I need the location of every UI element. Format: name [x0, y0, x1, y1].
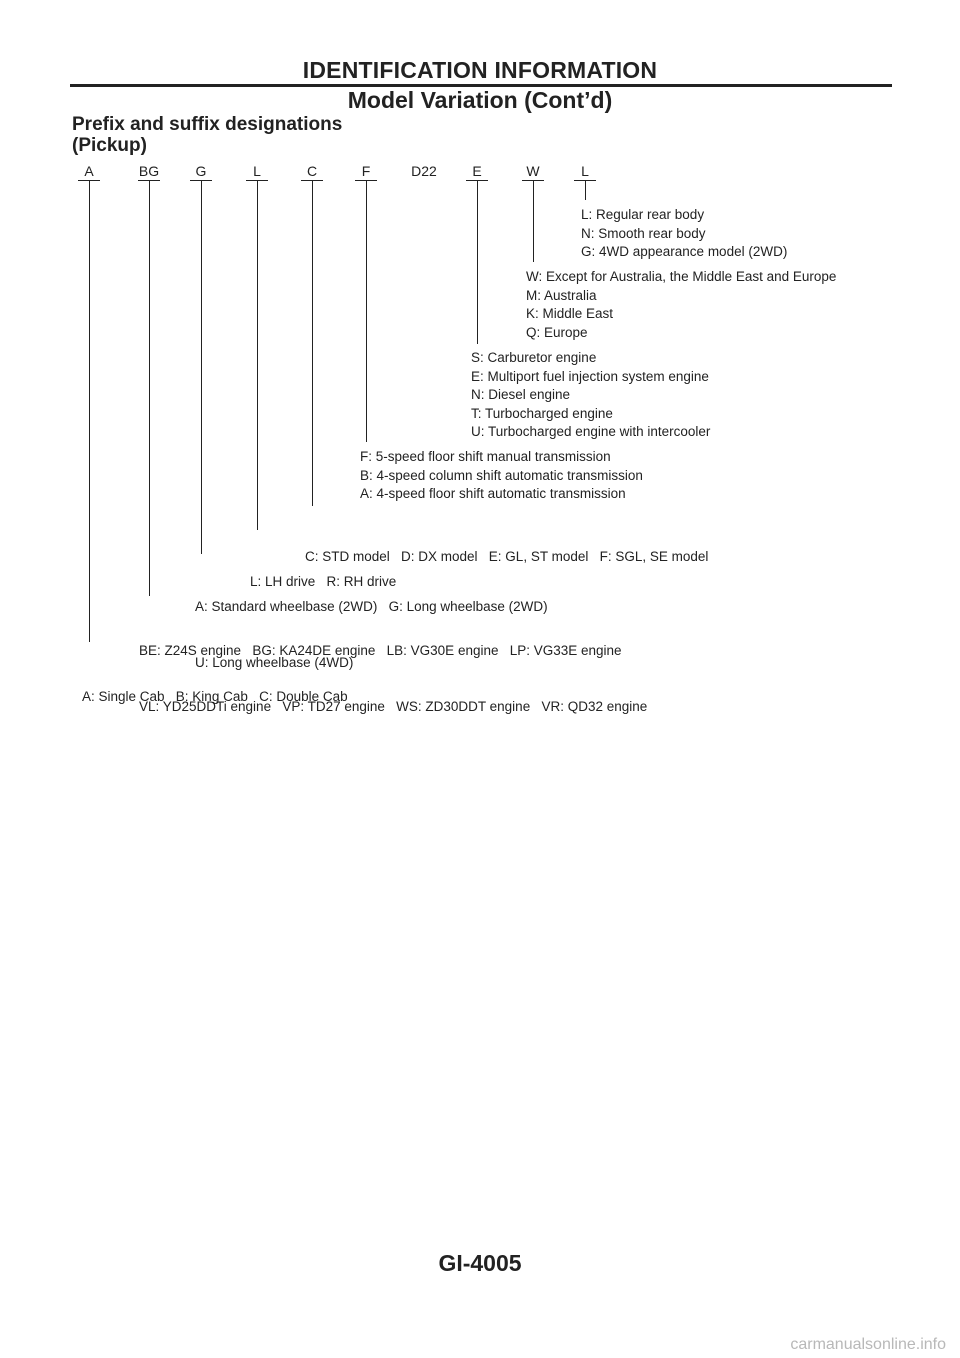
engine-option: VL: YD25DDTi engine VP: TD27 engine WS: ZD30DDT engine VR: QD32 engine — [139, 698, 648, 714]
engine-type-option: T: Turbocharged engine — [471, 405, 613, 421]
engine-type-option: E: Multiport fuel injection system engine — [471, 368, 709, 384]
engine-type-option: N: Diesel engine — [471, 387, 571, 402]
code-letter-engine: BG — [138, 163, 160, 179]
header-title: IDENTIFICATION INFORMATION — [302, 57, 658, 83]
code-letter-drive: L — [253, 163, 261, 179]
code-letter-cab: A — [84, 163, 94, 179]
vline-transmission — [366, 180, 367, 442]
section-title-line2: (Pickup) — [72, 135, 147, 156]
engine-type-option: S: Carburetor engine — [471, 350, 597, 365]
destination-description — [526, 268, 836, 342]
section-title-line1: Prefix and suffix designations — [72, 114, 343, 135]
code-letter-wheelbase: G — [195, 163, 207, 179]
page-number: GI-4005 — [438, 1250, 522, 1276]
code-letter-model: D22 — [411, 163, 437, 179]
engine-type-option: U: Turbocharged engine with intercooler — [471, 424, 711, 439]
section-title — [72, 114, 342, 156]
drive-option: L: LH drive R: RH drive — [250, 574, 397, 589]
destination-option: M: Australia — [526, 287, 597, 303]
vline-body — [585, 180, 586, 200]
vline-engine-type — [477, 180, 478, 344]
cab-option: A: Single Cab B: King Cab C: Double Cab — [82, 689, 348, 704]
grade-option: C: STD model D: DX model E: GL, ST model F: SGL, SE model — [305, 549, 709, 564]
vline-cab — [89, 180, 90, 642]
body-description — [581, 206, 787, 262]
vline-engine — [149, 180, 150, 596]
vline-destination — [533, 180, 534, 262]
code-letter-transmission: F — [361, 163, 371, 179]
engine-type-description — [471, 349, 710, 442]
cab-description — [82, 651, 348, 725]
destination-option: Q: Europe — [526, 324, 588, 340]
destination-option: W: Except for Australia, the Middle East and Europe — [526, 269, 837, 284]
body-option: N: Smooth rear body — [581, 225, 706, 241]
wheelbase-option: A: Standard wheelbase (2WD) G: Long wheelbase (2WD) — [195, 599, 548, 614]
transmission-option: F: 5-speed floor shift manual transmission — [360, 449, 611, 464]
destination-option: K: Middle East — [526, 306, 614, 321]
transmission-option: B: 4-speed column shift automatic transmission — [360, 467, 643, 483]
code-letter-engine-type: E — [472, 163, 482, 179]
vline-grade — [312, 180, 313, 506]
vline-wheelbase — [201, 180, 202, 554]
code-letter-grade: C — [306, 163, 318, 179]
watermark: carmanualsonline.info — [790, 1336, 946, 1353]
transmission-description — [360, 448, 643, 504]
body-option: L: Regular rear body — [581, 207, 705, 222]
vline-drive — [257, 180, 258, 530]
body-option: G: 4WD appearance model (2WD) — [581, 244, 788, 259]
transmission-option: A: 4-speed floor shift automatic transmission — [360, 486, 626, 501]
engine-option: BE: Z24S engine BG: KA24DE engine LB: VG30E engine LP: VG33E engine — [139, 643, 622, 658]
code-letter-body: L — [581, 163, 589, 179]
wheelbase-option: U: Long wheelbase (4WD) — [195, 654, 354, 670]
code-letter-destination: W — [526, 163, 540, 179]
header-subtitle: Model Variation (Cont’d) — [347, 87, 613, 113]
